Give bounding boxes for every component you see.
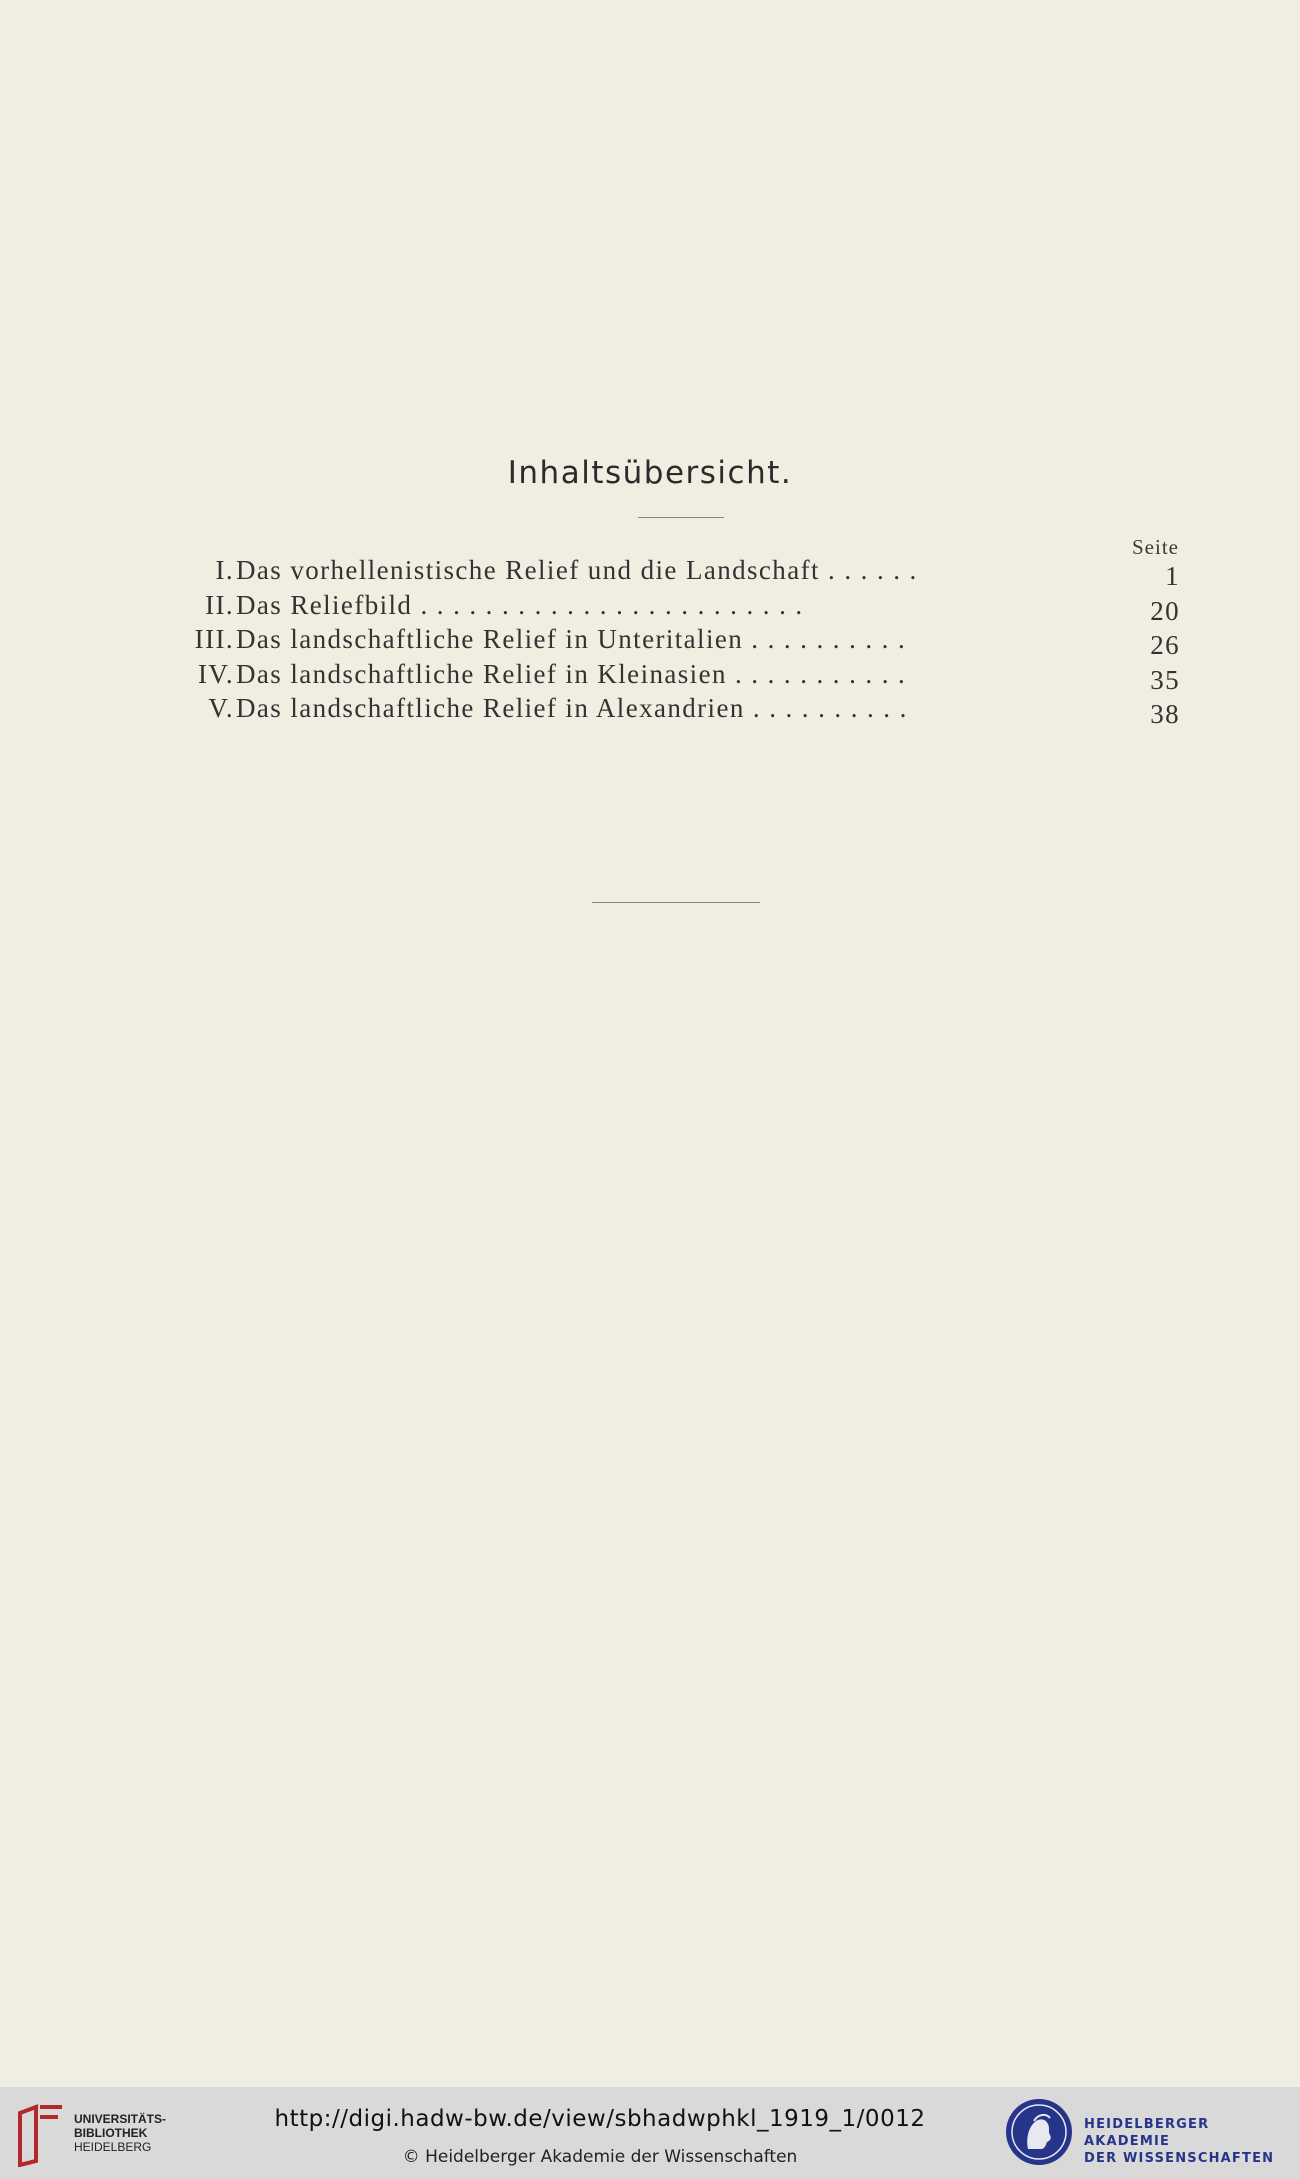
toc-entry-page: 35 [1150, 664, 1180, 695]
hadw-seal-icon[interactable] [1004, 2097, 1074, 2167]
table-of-contents [150, 555, 1180, 728]
toc-entry-title: Das Reliefbild . . . . . . . . . . . . . . . . . . . . . . . . [236, 589, 804, 620]
ub-heidelberg-logo-icon[interactable] [14, 2103, 70, 2167]
toc-entry[interactable] [150, 624, 1180, 659]
toc-entry-title: Das landschaftliche Relief in Unteritalien . . . . . . . . . . [236, 624, 907, 654]
toc-entry-number: IV. [198, 658, 234, 689]
ub-line-3: HEIDELBERG [74, 2140, 152, 2154]
toc-entry[interactable] [150, 590, 1180, 625]
page-column-label: Seite [1132, 535, 1179, 559]
viewer-footer [0, 2087, 1300, 2179]
toc-entry[interactable] [150, 555, 1180, 590]
toc-entry-page: 1 [1165, 561, 1180, 591]
toc-entry-page: 38 [1150, 699, 1180, 729]
toc-entry-page: 26 [1150, 630, 1180, 660]
ub-heidelberg-wordmark[interactable] [74, 2112, 166, 2154]
end-divider [592, 902, 760, 903]
toc-entry-title: Das landschaftliche Relief in Kleinasien . . . . . . . . . . . [236, 658, 907, 689]
toc-entry[interactable] [150, 693, 1180, 728]
copyright-notice: © Heidelberger Akademie der Wissenschaften [402, 2147, 798, 2167]
title-divider [638, 517, 724, 518]
page-title: Inhaltsübersicht. [507, 455, 793, 491]
toc-entry-number: I. [215, 555, 234, 585]
toc-entry-number: II. [205, 589, 234, 620]
permalink-url[interactable]: http://digi.hadw-bw.de/view/sbhadwphkl_1919_1/0012 [274, 2106, 926, 2132]
toc-entry-number: V. [208, 693, 234, 723]
ub-line-2: BIBLIOTHEK [74, 2126, 148, 2140]
toc-entry-title: Das landschaftliche Relief in Alexandrien . . . . . . . . . . [236, 693, 908, 723]
hadw-wordmark[interactable] [1084, 2116, 1300, 2167]
hadw-line-1: HEIDELBERGER AKADEMIE [1084, 2117, 1210, 2149]
hadw-line-2: DER WISSENSCHAFTEN [1084, 2151, 1275, 2166]
toc-entry[interactable] [150, 659, 1180, 694]
toc-entry-number: III. [194, 624, 234, 654]
ub-line-1: UNIVERSITÄTS- [74, 2112, 167, 2126]
toc-entry-page: 20 [1150, 595, 1180, 626]
toc-entry-title: Das vorhellenistische Relief und die Landschaft . . . . . . [236, 555, 918, 585]
